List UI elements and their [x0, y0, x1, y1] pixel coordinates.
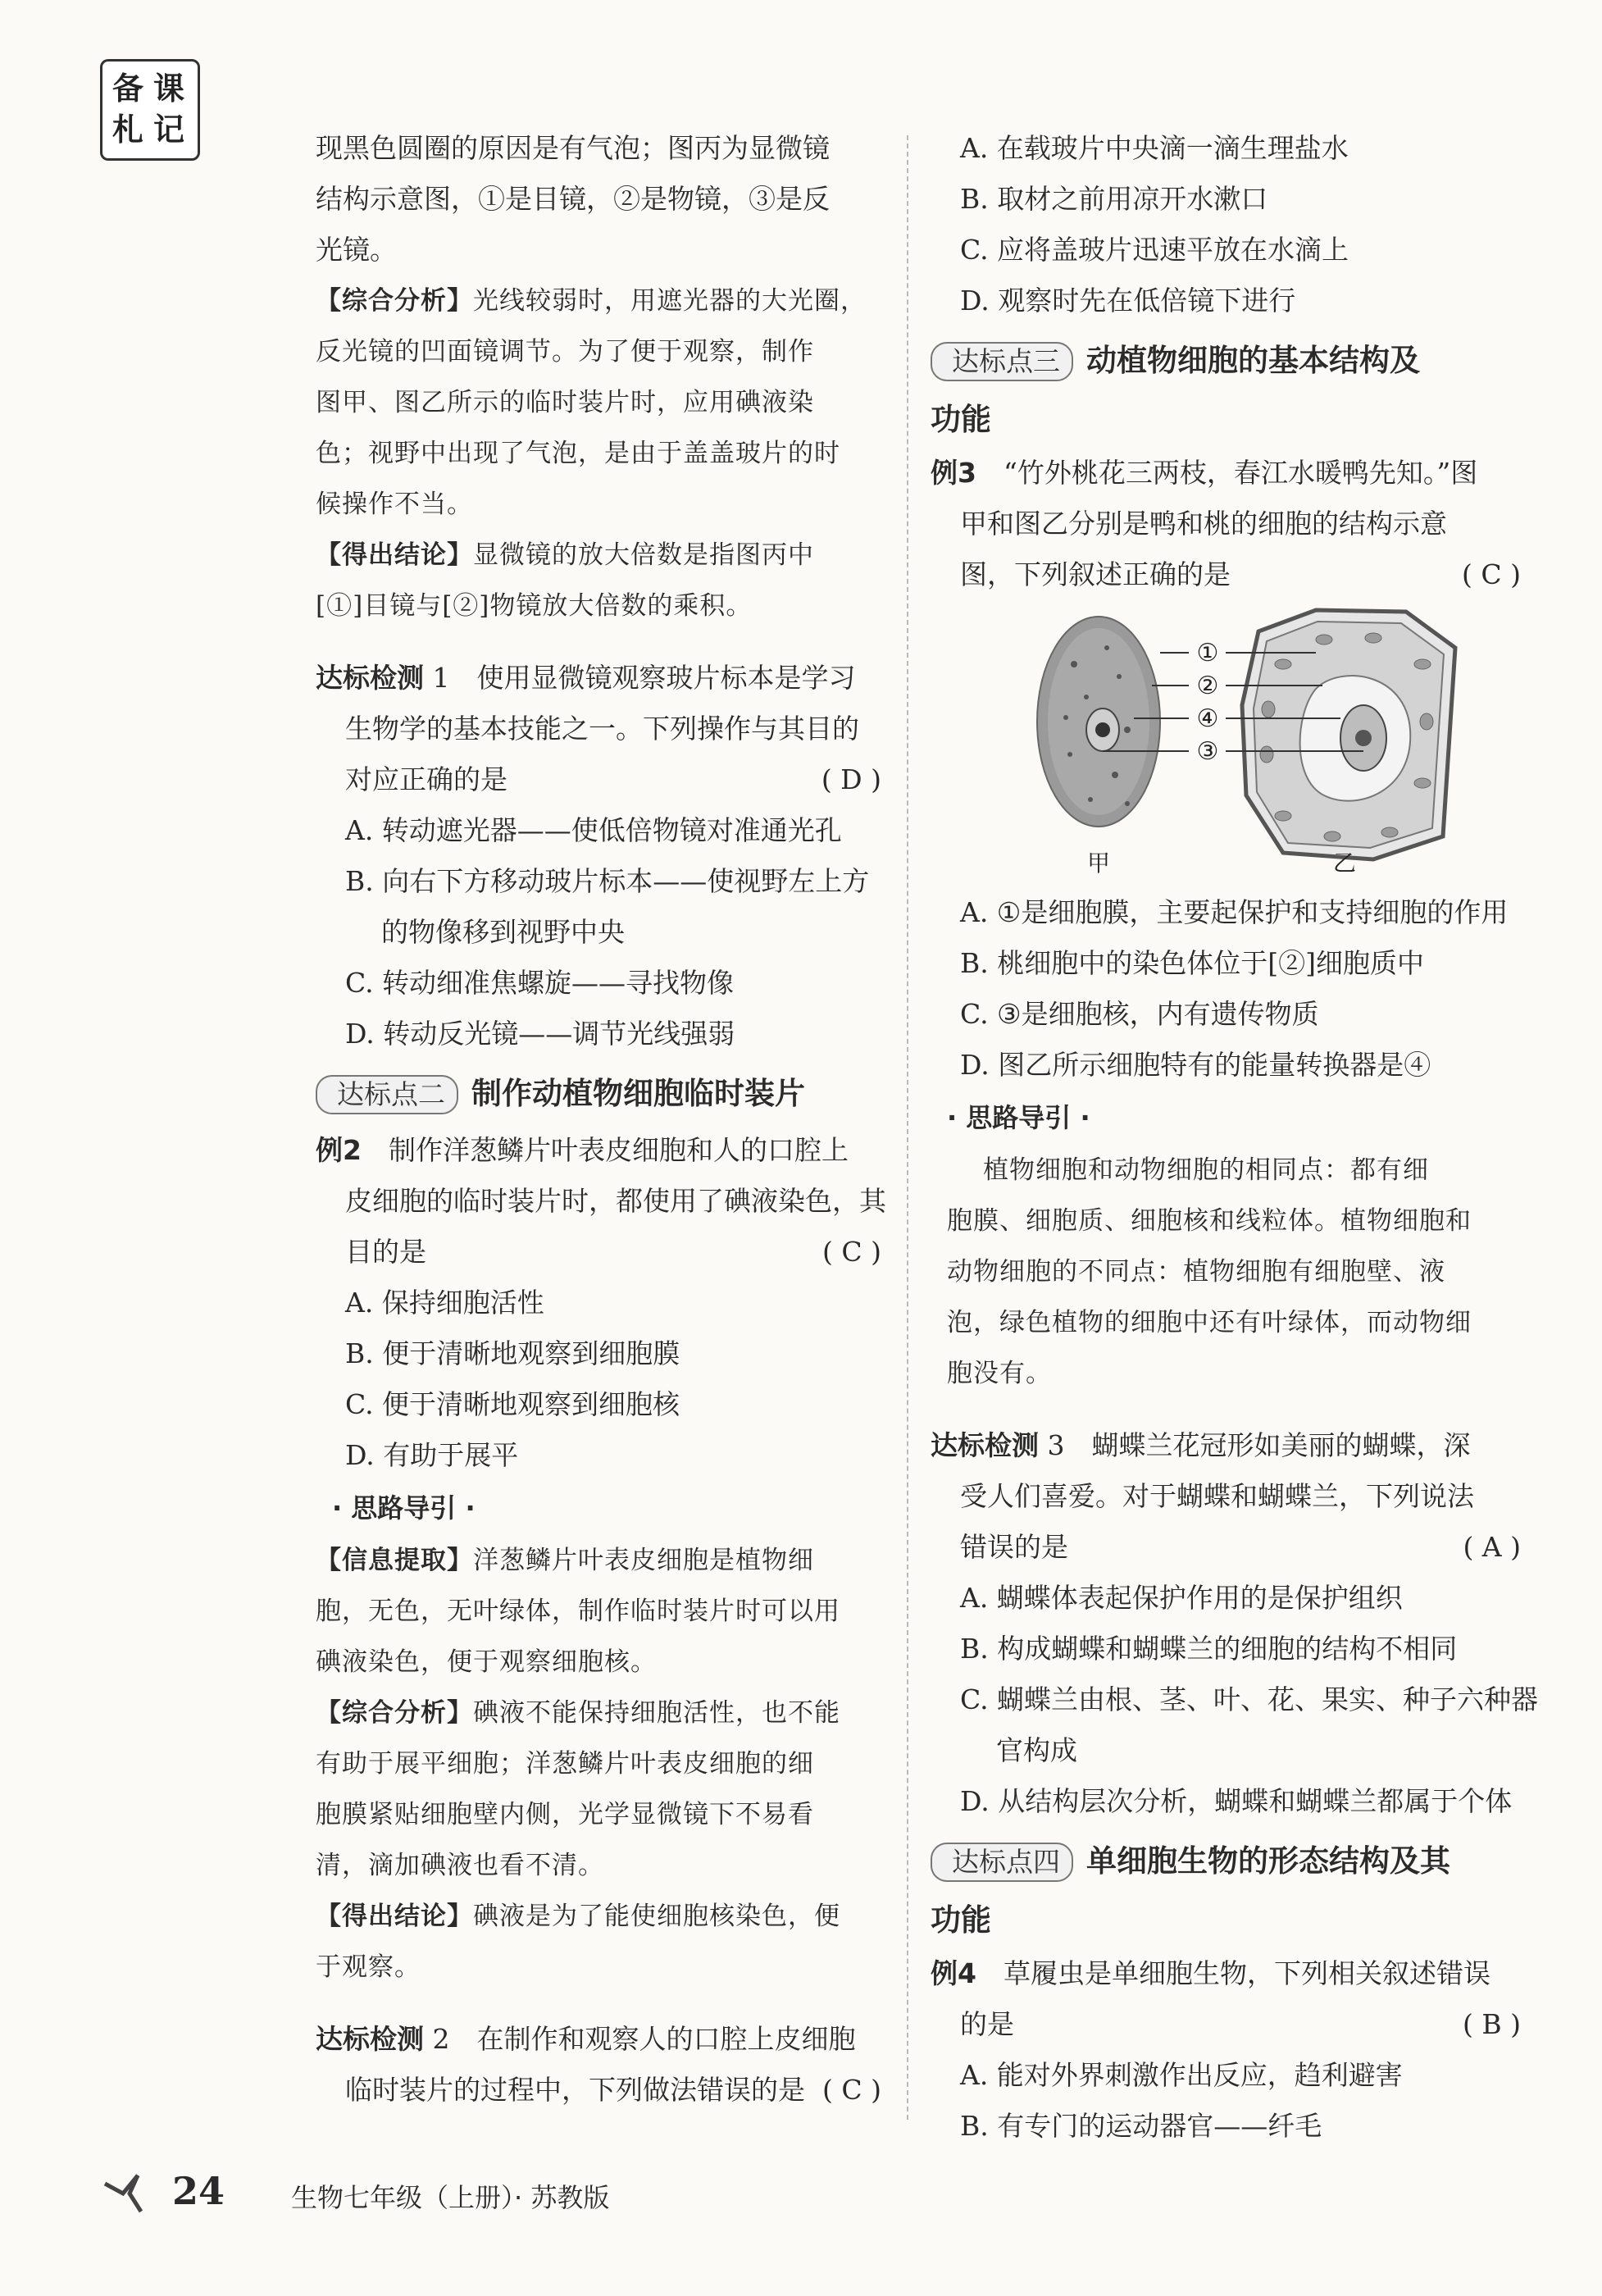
section-heading: [931, 1834, 1521, 1889]
book-title: 生物七年级（上册）· 苏教版: [291, 2182, 610, 2213]
footer-arrow-icon: [98, 2169, 156, 2218]
guide-line: 胞膜、细胞质、细胞核和线粒体。植物细胞和: [947, 1206, 1472, 1236]
section-title-cont: 功能: [931, 1902, 991, 1938]
conclusion-line: 【得出结论】显微镜的放大倍数是指图丙中: [316, 540, 814, 570]
guide-line: 动物细胞的不同点：植物细胞有细胞壁、液: [947, 1257, 1445, 1287]
example-line: 甲和图乙分别是鸭和桃的细胞的结构示意: [960, 508, 1447, 540]
section-pill: 达标点四: [931, 1843, 1073, 1882]
intro-line: 现黑色圆圈的原因是有气泡；图丙为显微镜: [316, 132, 830, 164]
intro-line: 光镜。: [316, 234, 397, 266]
section-pill: 达标点二: [316, 1075, 458, 1114]
label-3: ③: [1196, 737, 1219, 766]
answer: ( C ): [1462, 558, 1521, 590]
section-title: 制作动植物细胞临时装片: [471, 1076, 805, 1111]
section-heading: [316, 1066, 881, 1122]
analysis-line: 候操作不当。: [316, 490, 473, 519]
analysis-line: 反光镜的凹面镜调节。为了便于观察，制作: [316, 337, 814, 367]
check3-line: 受人们喜爱。对于蝴蝶和蝴蝶兰，下列说法: [960, 1480, 1474, 1512]
example-line: 例4 草履虫是单细胞生物，下列相关叙述错误: [931, 1957, 1490, 1989]
option: B. 构成蝴蝶和蝴蝶兰的细胞的结构不相同: [960, 1633, 1458, 1665]
info-line: 胞，无色，无叶绿体，制作临时装片时可以用: [316, 1597, 840, 1626]
think-heading: · 思路导引 ·: [332, 1492, 476, 1524]
info-line: 【信息提取】洋葱鳞片叶表皮细胞是植物细: [316, 1546, 814, 1575]
analysis2-line: 【综合分析】碘液不能保持细胞活性，也不能: [316, 1698, 840, 1728]
analysis-tag: 【综合分析】: [316, 286, 473, 316]
badge-char: 记: [153, 112, 185, 148]
answer: ( B ): [1463, 2008, 1521, 2040]
label-1: ①: [1196, 639, 1219, 667]
check2-line: 临时装片的过程中，下列做法错误的是 ( C ): [316, 2065, 881, 2116]
badge-char: 札: [112, 112, 144, 148]
caption-a: 甲: [1086, 850, 1111, 877]
option: B. 向右下方移动玻片标本——使视野左上方: [345, 865, 870, 897]
option: 的物像移到视野中央: [381, 916, 625, 948]
intro-line: 结构示意图，①是目镜，②是物镜，③是反: [316, 183, 830, 215]
guide-line: 植物细胞和动物细胞的相同点：都有细: [983, 1155, 1429, 1185]
analysis-line: 色；视野中出现了气泡，是由于盖盖玻片的时: [316, 439, 840, 468]
option: A. 转动遮光器——使低倍物镜对准通光孔: [345, 814, 842, 846]
analysis2-line: 清，滴加碘液也看不清。: [316, 1851, 604, 1880]
info-line: 碘液染色，便于观察细胞核。: [316, 1647, 657, 1677]
note-badge: [100, 59, 200, 161]
analysis-line: 图甲、图乙所示的临时装片时，应用碘液染: [316, 388, 814, 417]
option: A. 蝴蝶体表起保护作用的是保护组织: [960, 1582, 1403, 1614]
example-line: 例2 制作洋葱鳞片叶表皮细胞和人的口腔上: [316, 1134, 849, 1166]
label-2: ②: [1196, 672, 1219, 700]
option: B. 取材之前用凉开水漱口: [960, 183, 1268, 215]
option: B. 有专门的运动器官——纤毛: [960, 2110, 1322, 2142]
badge-char: 课: [153, 71, 185, 107]
caption-b: 乙: [1332, 850, 1357, 877]
check1-line: 达标检测 1 使用显微镜观察玻片标本是学习: [316, 662, 856, 694]
cell-diagram: [931, 607, 1521, 877]
option: D. 有助于展平: [345, 1439, 519, 1471]
check1-line: 对应正确的是 ( D ): [316, 754, 881, 805]
badge-char: 备: [112, 71, 144, 107]
section-title: 动植物细胞的基本结构及: [1086, 343, 1420, 378]
guide-line: 胞没有。: [947, 1359, 1052, 1388]
section-title: 单细胞生物的形态结构及其: [1086, 1843, 1450, 1879]
section-heading: [931, 333, 1521, 389]
option: A. ①是细胞膜，主要起保护和支持细胞的作用: [960, 896, 1509, 928]
option: D. 从结构层次分析，蝴蝶和蝴蝶兰都属于个体: [960, 1785, 1513, 1817]
example-line: 例3 “竹外桃花三两枝，春江水暖鸭先知。”图: [931, 457, 1478, 489]
section-pill: 达标点三: [931, 342, 1073, 381]
option: 官构成: [996, 1734, 1077, 1766]
label-4: ④: [1196, 704, 1219, 733]
check3-line: 错误的是 ( A ): [931, 1522, 1521, 1573]
example-line: 图，下列叙述正确的是 ( C ): [931, 549, 1521, 600]
right-column: [931, 123, 1539, 2152]
think-heading: · 思路导引 ·: [947, 1102, 1090, 1133]
option: A. 在载玻片中央滴一滴生理盐水: [960, 132, 1349, 164]
option: A. 保持细胞活性: [345, 1287, 544, 1319]
section-title-cont: 功能: [931, 402, 991, 437]
conclusion-tag: 【得出结论】: [316, 540, 473, 570]
analysis2-line: 有助于展平细胞；洋葱鳞片叶表皮细胞的细: [316, 1749, 814, 1779]
option: C. ③是细胞核，内有遗传物质: [960, 998, 1319, 1030]
column-divider: [907, 135, 908, 2120]
example-line: 皮细胞的临时装片时，都使用了碘液染色，其: [345, 1185, 886, 1217]
analysis-line: 【综合分析】光线较弱时，用遮光器的大光圈，: [316, 286, 867, 316]
answer: ( A ): [1463, 1531, 1521, 1563]
option: C. 便于清晰地观察到细胞核: [345, 1388, 680, 1420]
conclusion-line: [①]目镜与[②]物镜放大倍数的乘积。: [316, 591, 753, 621]
answer: ( D ): [821, 763, 881, 795]
option: D. 转动反光镜——调节光线强弱: [345, 1018, 735, 1050]
conclusion2-line: 于观察。: [316, 1952, 421, 1982]
option: C. 蝴蝶兰由根、茎、叶、花、果实、种子六种器: [960, 1683, 1539, 1715]
option: B. 便于清晰地观察到细胞膜: [345, 1337, 680, 1369]
option: D. 观察时先在低倍镜下进行: [960, 285, 1296, 317]
cell-figure: [931, 607, 1521, 877]
option: B. 桃细胞中的染色体位于[②]细胞质中: [960, 947, 1424, 979]
page-number: 24: [172, 2169, 225, 2213]
analysis2-line: 胞膜紧贴细胞壁内侧，光学显微镜下不易看: [316, 1800, 814, 1829]
conclusion2-line: 【得出结论】碘液是为了能使细胞核染色，便: [316, 1902, 840, 1931]
option: D. 图乙所示细胞特有的能量转换器是④: [960, 1049, 1431, 1081]
check2-line: 达标检测 2 在制作和观察人的口腔上皮细胞: [316, 2023, 856, 2055]
answer: ( C ): [822, 1236, 881, 1268]
guide-line: 泡，绿色植物的细胞中还有叶绿体，而动物细: [947, 1308, 1472, 1337]
option: C. 应将盖玻片迅速平放在水滴上: [960, 234, 1349, 266]
example-line: 目的是 ( C ): [316, 1227, 881, 1278]
check1-line: 生物学的基本技能之一。下列操作与其目的: [345, 713, 859, 745]
example-line: 的是 ( B ): [931, 1999, 1521, 2050]
left-column: [316, 123, 886, 2116]
option: C. 转动细准焦螺旋——寻找物像: [345, 967, 735, 999]
answer: ( C ): [822, 2074, 881, 2106]
check3-line: 达标检测 3 蝴蝶兰花冠形如美丽的蝴蝶，深: [931, 1429, 1471, 1461]
option: A. 能对外界刺激作出反应，趋利避害: [960, 2059, 1403, 2091]
